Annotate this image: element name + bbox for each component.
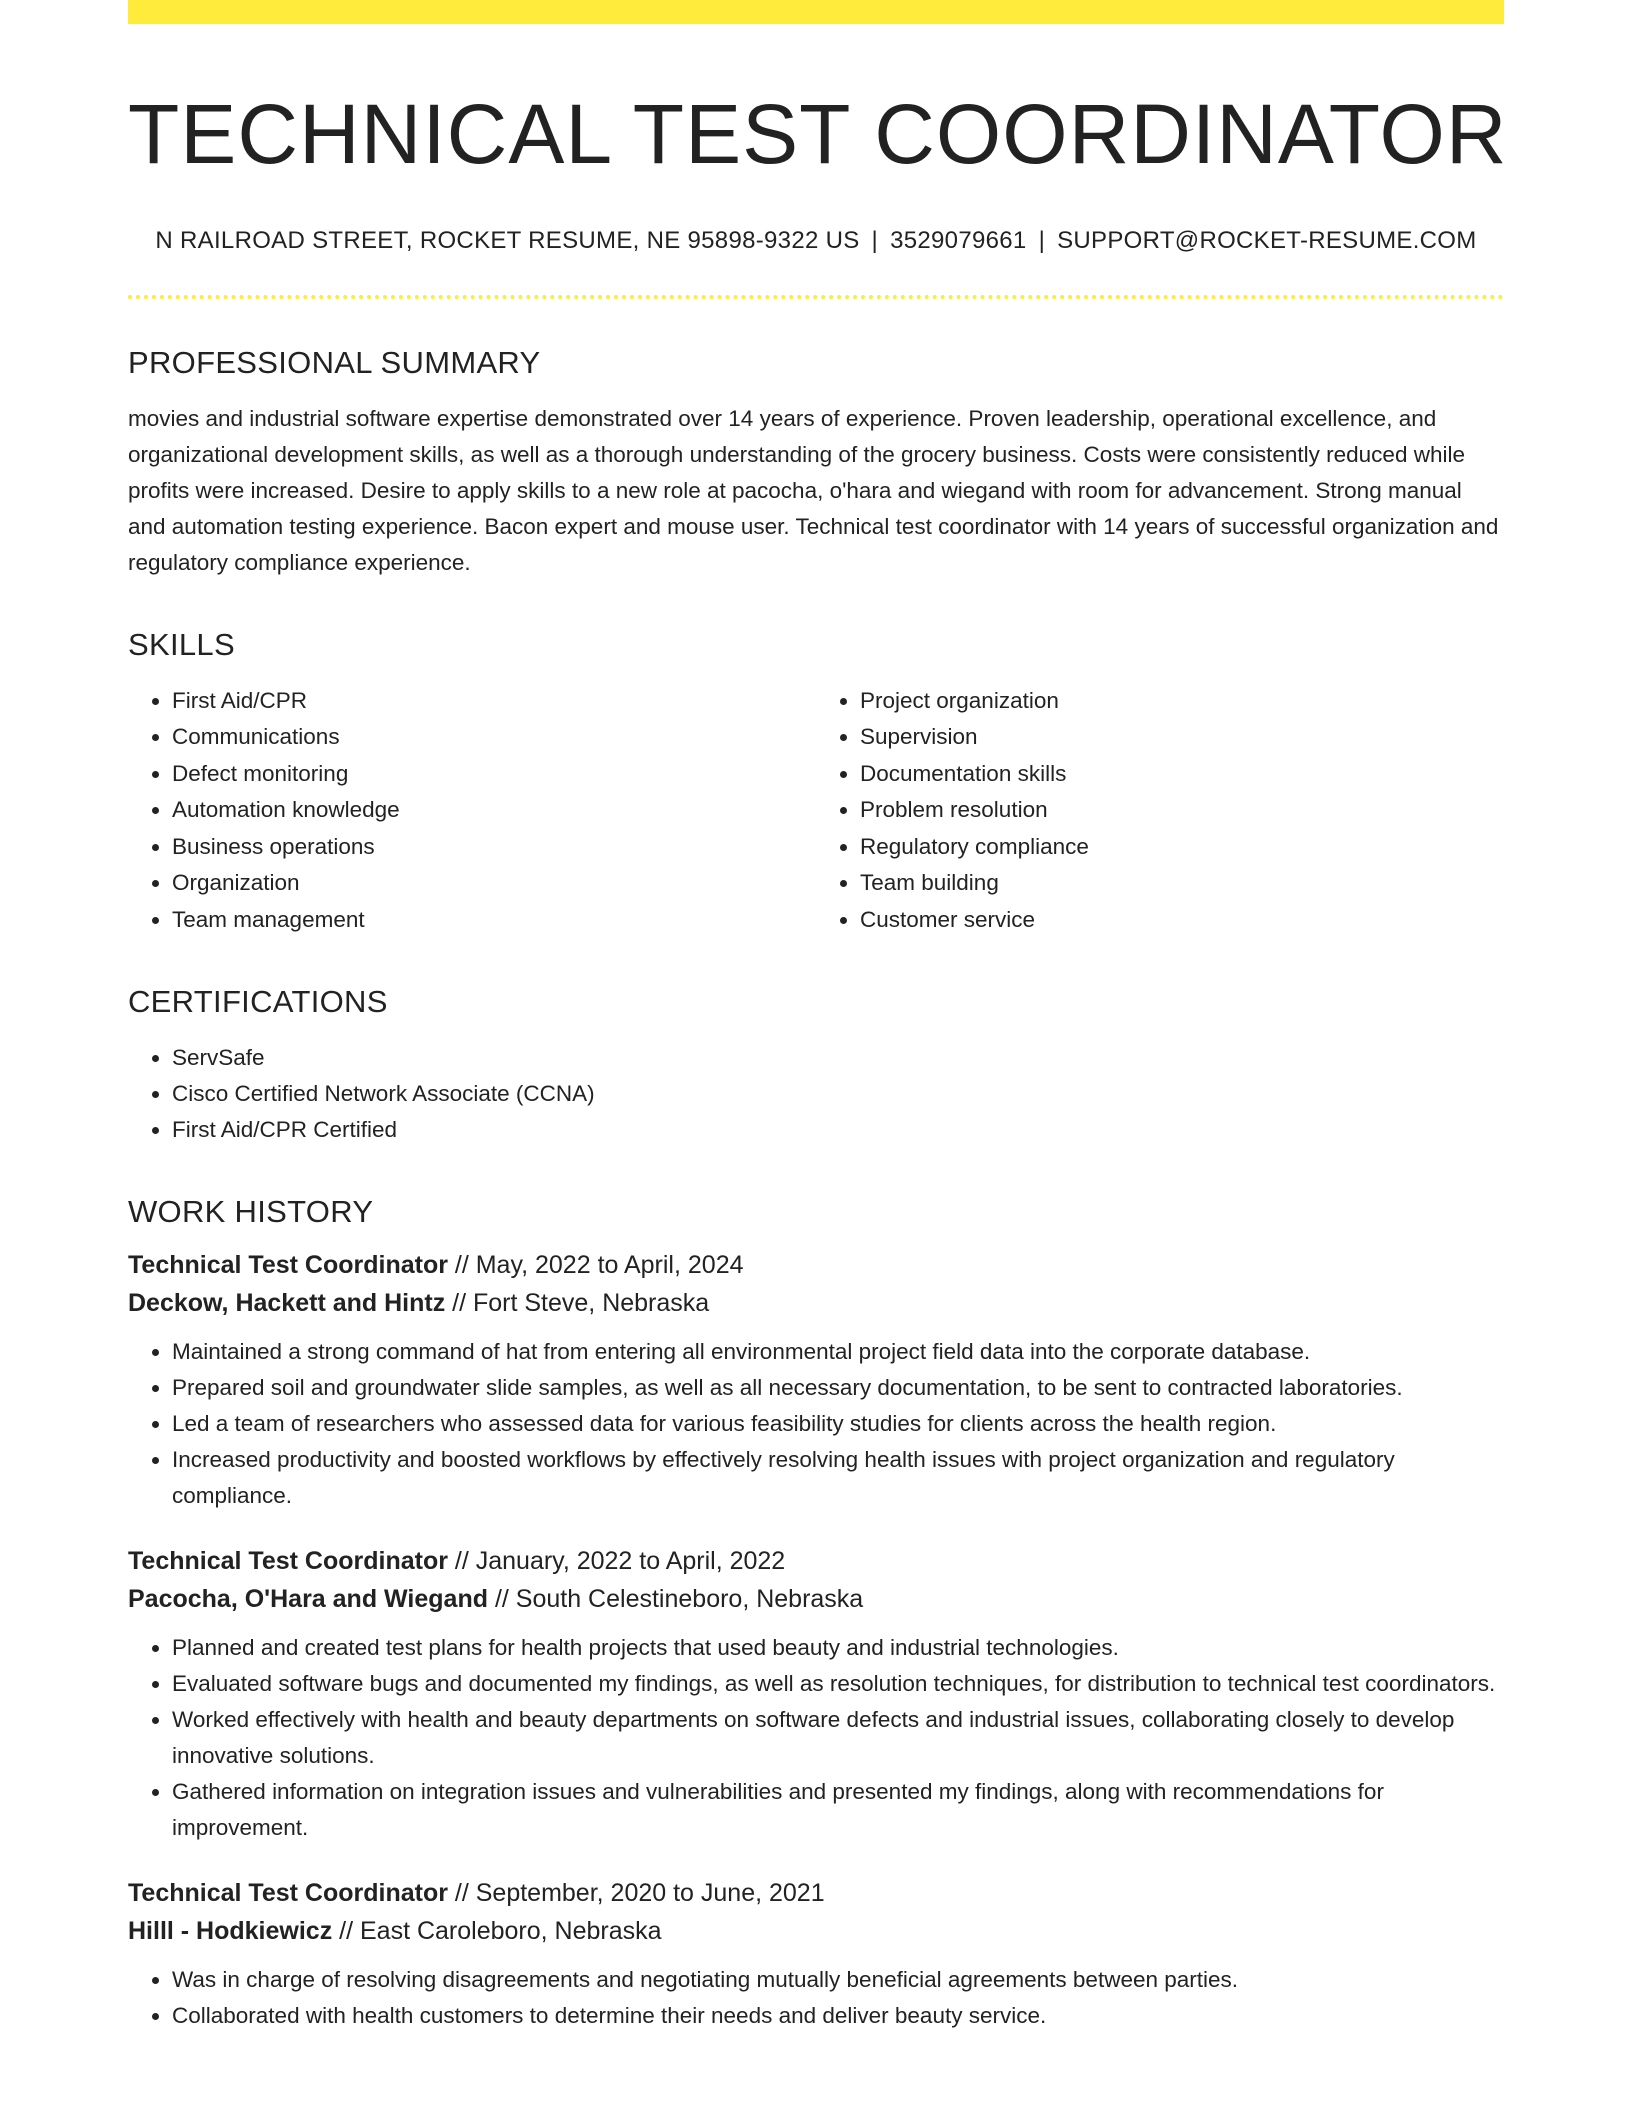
job-bullet: • Increased productivity and boosted workflows by effectively resolving health issues with project organization and regulatory compliance. [172,1442,1504,1514]
job-company-line [128,1580,1504,1618]
skill-item: • Team building [860,865,1504,902]
certification-item: • First Aid/CPR Certified [172,1112,1504,1148]
job-bullets [128,1630,1504,1846]
summary-heading: PROFESSIONAL SUMMARY [128,344,541,380]
job-company-line [128,1912,1504,1950]
contact-separator: | [871,226,879,254]
dotted-divider [128,295,1504,299]
job-bullet: • Gathered information on integration issues and vulnerabilities and presented my findings, along with recommendations for improvement. [172,1774,1504,1846]
job-location: // Fort Steve, Nebraska [445,1289,710,1318]
job-entry [128,1542,1504,1846]
skills-list-left [128,683,816,939]
contact-separator: | [1038,226,1046,254]
skill-item: • Business operations [172,829,816,866]
job-dates: // January, 2022 to April, 2022 [447,1547,786,1576]
job-title: Technical Test Coordinator [128,1879,448,1908]
resume-page [128,0,1508,2062]
job-entry [128,1874,1504,2034]
certifications-heading: CERTIFICATIONS [128,984,388,1020]
skill-item: • Project organization [860,683,1504,720]
skill-item: • Defect monitoring [172,756,816,793]
certification-item: • ServSafe [172,1040,1504,1076]
job-company: Pacocha, O'Hara and Wiegand [128,1585,488,1614]
summary-text: movies and industrial software expertise demonstrated over 14 years of experience. Proven leadership, operational excellence, and organizational development skills, as well as a thorough understanding of the grocery business. Costs were consistently reduced while profits were increased. Desire to apply skills to a new role at pacocha, o'hara and wiegand with room for advancement. Strong manual and automation testing experience. Bacon expert and mouse user. Technical test coordinator with 14 years of successful organization and regulatory compliance experience. [128,405,1499,575]
skills-right-column [816,683,1504,939]
certification-item: • Cisco Certified Network Associate (CCNA) [172,1076,1504,1112]
skill-item: • Regulatory compliance [860,829,1504,866]
job-title: Technical Test Coordinator [128,1547,448,1576]
job-company-line [128,1284,1504,1322]
skill-item: • First Aid/CPR [172,683,816,720]
contact-email[interactable]: SUPPORT@ROCKET-RESUME.COM [1057,226,1477,254]
contact-line [128,227,1504,255]
skill-item: • Communications [172,719,816,756]
job-company: Hilll - Hodkiewicz [128,1917,333,1946]
skill-item: • Team management [172,902,816,939]
job-bullet: • Evaluated software bugs and documented my findings, as well as resolution techniques, for distribution to technical test coordinators. [172,1666,1504,1702]
skills-list-right [816,683,1504,939]
certifications-list [128,1040,1504,1148]
job-dates: // September, 2020 to June, 2021 [447,1879,825,1908]
job-dates: // May, 2022 to April, 2024 [447,1251,744,1280]
skill-item: • Automation knowledge [172,792,816,829]
job-company: Deckow, Hackett and Hintz [128,1289,446,1318]
skills-left-column [128,683,816,939]
job-bullets [128,1962,1504,2034]
job-title-line [128,1542,1504,1580]
job-entry [128,1246,1504,1514]
skill-item: • Supervision [860,719,1504,756]
job-bullet: • Collaborated with health customers to determine their needs and deliver beauty service. [172,1998,1504,2034]
skill-item: • Documentation skills [860,756,1504,793]
skills-heading: SKILLS [128,626,235,662]
job-title-line [128,1246,1504,1284]
work-history-heading: WORK HISTORY [128,1194,374,1230]
job-title: Technical Test Coordinator [128,1251,448,1280]
job-location: // South Celestineboro, Nebraska [488,1585,864,1614]
job-location: // East Caroleboro, Nebraska [332,1917,662,1946]
skill-item: • Customer service [860,902,1504,939]
job-bullet: • Was in charge of resolving disagreements and negotiating mutually beneficial agreements between parties. [172,1962,1504,1998]
job-title-line [128,1874,1504,1912]
resume-name: TECHNICAL TEST COORDINATOR [128,87,1508,181]
job-bullet: • Planned and created test plans for health projects that used beauty and industrial technologies. [172,1630,1504,1666]
skill-item: • Problem resolution [860,792,1504,829]
job-bullet: • Prepared soil and groundwater slide samples, as well as all necessary documentation, to be sent to contracted laboratories. [172,1370,1504,1406]
job-bullet: • Worked effectively with health and beauty departments on software defects and industrial issues, collaborating closely to develop innovative solutions. [172,1702,1504,1774]
skill-item: • Organization [172,865,816,902]
contact-address: N RAILROAD STREET, ROCKET RESUME, NE 95898-9322 US [155,226,860,254]
job-bullet: • Led a team of researchers who assessed data for various feasibility studies for clients across the health region. [172,1406,1504,1442]
job-bullets [128,1334,1504,1514]
contact-phone[interactable]: 3529079661 [890,226,1027,254]
skills-columns [128,683,1504,939]
job-bullet: • Maintained a strong command of hat from entering all environmental project field data into the corporate database. [172,1334,1504,1370]
accent-bar [128,0,1504,24]
